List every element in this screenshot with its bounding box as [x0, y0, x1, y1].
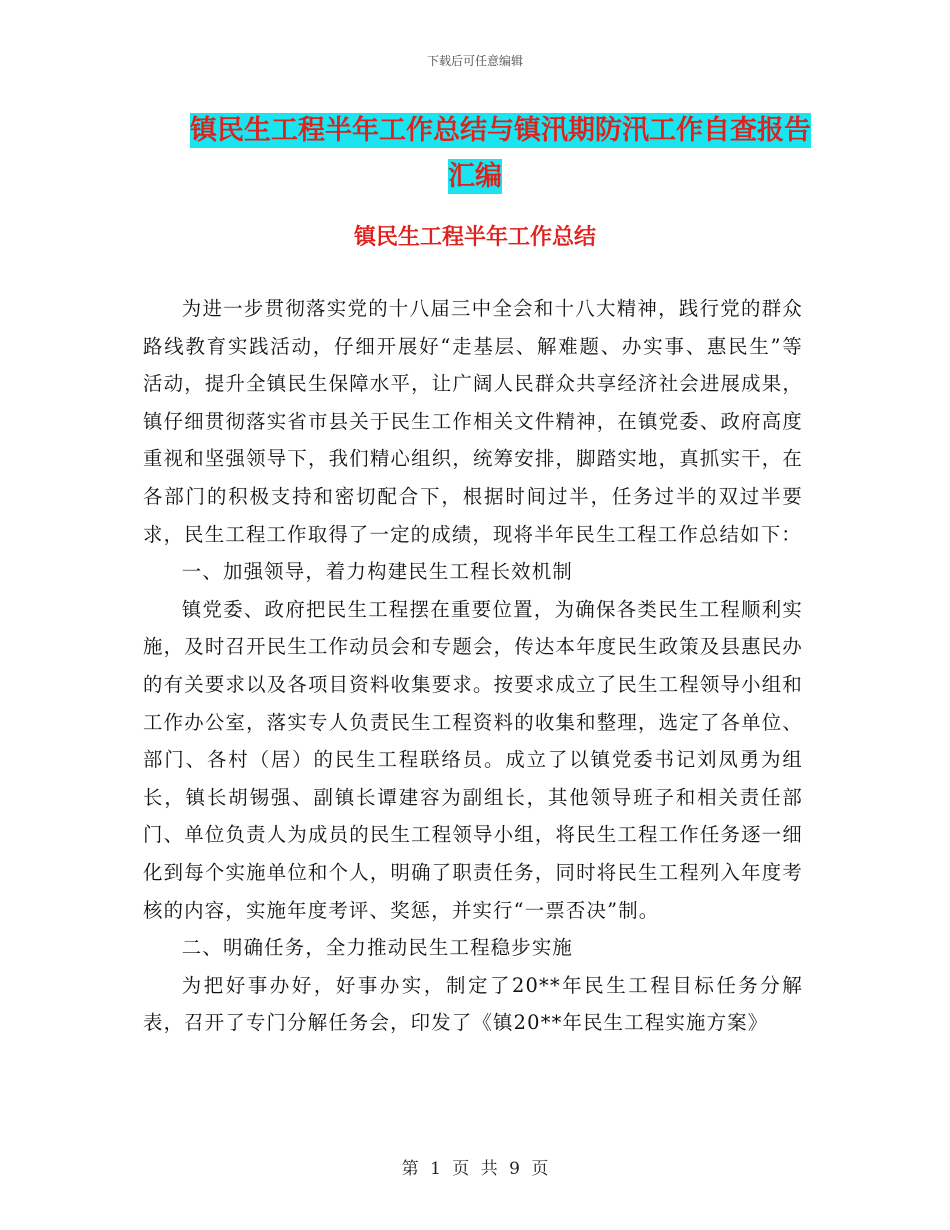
body-text: [143, 290, 803, 1042]
page-footer: 第 1 页 共 9 页: [401, 1159, 549, 1179]
header-note: 下载后可任意编辑: [426, 54, 523, 68]
document-title: [150, 108, 811, 200]
paragraph-tasks: 为把好事办好，好事办实，制定了20**年民生工程目标任务分解表，召开了专门分解任务会，印发了《镇20**年民生工程实施方案》: [143, 973, 803, 1035]
title-line-1: 镇民生工程半年工作总结与镇汛期防汛工作自查报告: [190, 115, 811, 146]
paragraph-leadership: 镇党委、政府把民生工程摆在重要位置，为确保各类民生工程顺利实施，及时召开民生工作动员会和专题会，传达本年度民生政策及县惠民办的有关要求以及各项目资料收集要求。按要求成立了民生工程领导小组和工作办公室，落实专人负责民生工程资料的收集和整理，选定了各单位、部门、各村（居）的民生工程联络员。成立了以镇党委书记刘凤勇为组长，镇长胡锡强、副镇长谭建容为副组长，其他领导班子和相关责任部门、单位负责人为成员的民生工程领导小组，将民生工程工作任务逐一细化到每个实施单位和个人，明确了职责任务，同时将民生工程列入年度考核的内容，实施年度考评、奖惩，并实行“一票否决”制。: [143, 597, 803, 922]
section-title: 镇民生工程半年工作总结: [353, 225, 596, 250]
heading-2: 二、明确任务，全力推动民生工程稳步实施: [181, 936, 574, 960]
paragraph-intro: 为进一步贯彻落实党的十八届三中全会和十八大精神，践行党的群众路线教育实践活动，仔细开展好“走基层、解难题、办实事、惠民生”等活动，提升全镇民生保障水平，让广阔人民群众共享经济社会进展成果，镇仔细贯彻落实省市县关于民生工作相关文件精神，在镇党委、政府高度重视和坚强领导下，我们精心组织，统筹安排，脚踏实地，真抓实干，在各部门的积极支持和密切配合下，根据时间过半，任务过半的双过半要求，民生工程工作取得了一定的成绩，现将半年民生工程工作总结如下：: [143, 297, 803, 546]
heading-1: 一、加强领导，着力构建民生工程长效机制: [181, 560, 574, 584]
title-line-2: 汇编: [448, 161, 502, 192]
